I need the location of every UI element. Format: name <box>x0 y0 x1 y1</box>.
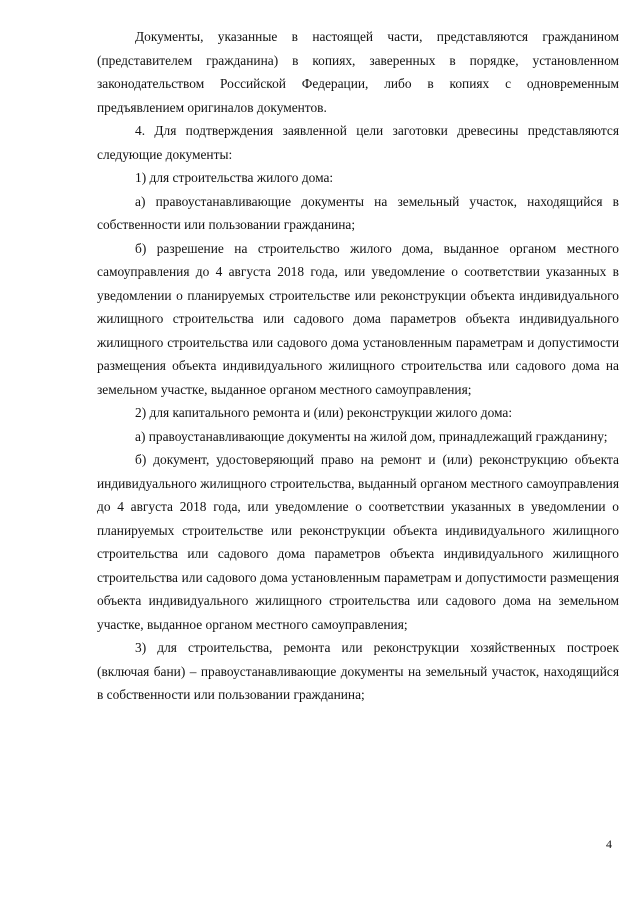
page-number: 4 <box>606 837 612 851</box>
paragraph-subitem-1a: а) правоустанавливающие документы на земельный участок, находящийся в собственности или пользовании гражданина; <box>97 193 619 232</box>
paragraph-subitem-3: 3) для строительства, ремонта или реконструкции хозяйственных построек (включая бани) – правоустанавливающие документы на земельный участок, находящийся в собственности или пользовании гражданина; <box>97 640 619 702</box>
paragraph-subitem-2b: б) документ, удостоверяющий право на ремонт и (или) реконструкцию объекта индивидуального жилищного строительства, выданный органом местного самоуправления до 4 августа 2018 года, или уведомление о соответствии указанных в уведомлении о планируемых строительстве или реконструкции объекта индивидуального жилищного строительства или садового дома параметров объекта индивидуального жилищного строительства или садового дома установленным параметрам и допустимости размещения объекта индивидуального жилищного строительства или садового дома на земельном участке, выданное органом местного самоуправления; <box>97 452 619 632</box>
document-body <box>97 25 619 707</box>
paragraph-subitem-2: 2) для капитального ремонта и (или) реконструкции жилого дома: <box>135 405 513 420</box>
paragraph-subitem-1: 1) для строительства жилого дома: <box>135 170 334 185</box>
paragraph-item-4: 4. Для подтверждения заявленной цели заготовки древесины представляются следующие документы: <box>97 123 619 162</box>
paragraph-subitem-1b: б) разрешение на строительство жилого дома, выданное органом местного самоуправления до 4 августа 2018 года, или уведомление о соответствии указанных в уведомлении о планируемых строительстве или реконструкции объекта индивидуального жилищного строительства или садового дома параметров объекта индивидуального жилищного строительства или садового дома установленным параметрам и допустимости размещения объекта индивидуального жилищного строительства или садового дома на земельном участке, выданное органом местного самоуправления; <box>97 240 619 397</box>
paragraph-subitem-2a: а) правоустанавливающие документы на жилой дом, принадлежащий гражданину; <box>135 428 608 444</box>
paragraph-documents-copies: Документы, указанные в настоящей части, представляются гражданином (представителем гражданина) в копиях, заверенных в порядке, установленном законодательством Российской Федерации, либо в копиях с одновременным предъявлением оригиналов документов. <box>97 29 619 115</box>
